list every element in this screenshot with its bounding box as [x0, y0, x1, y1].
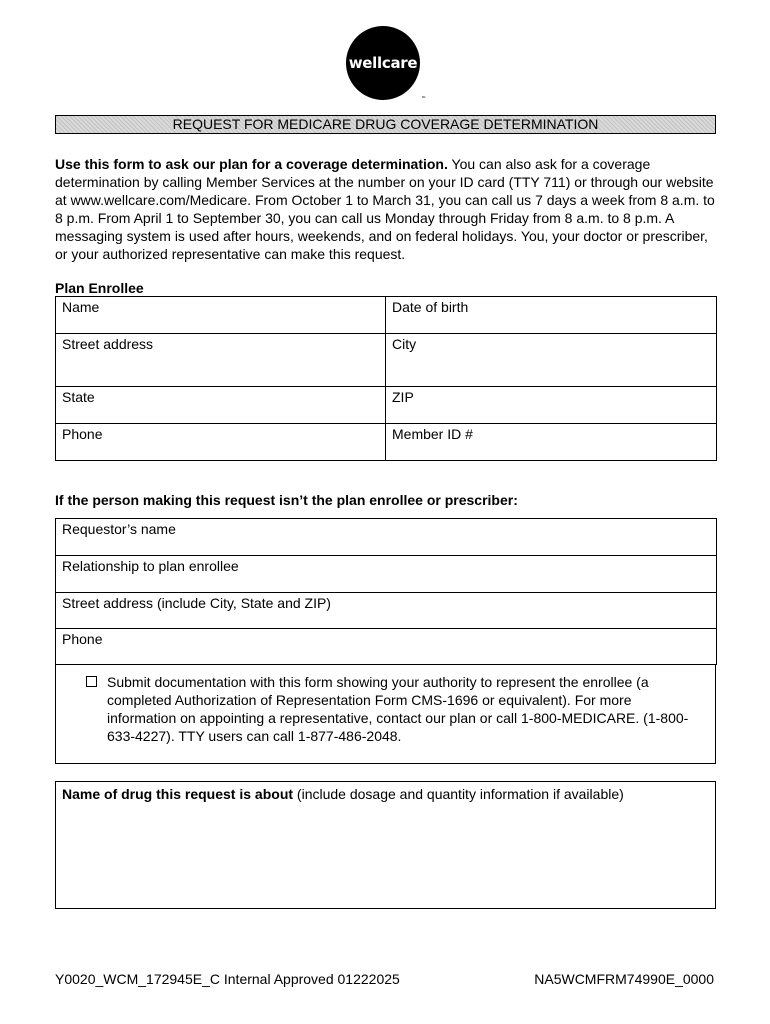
form-title: REQUEST FOR MEDICARE DRUG COVERAGE DETERMINATION: [55, 115, 716, 134]
requestor-street-label: Street address (include City, State and ZIP): [62, 595, 331, 611]
requestor-table: [55, 518, 717, 665]
requestor-heading: If the person making this request isn’t the plan enrollee or prescriber:: [55, 492, 518, 508]
requestor-name-label: Requestor’s name: [62, 521, 176, 537]
intro-text: You can also ask for a coverage determination by calling Member Services at the number on your ID card (TTY 711) or through our website at www.wellcare.com/Medicare. From October 1 to March 31, you can call us 7 days a week from 8 a.m. to 8 p.m. From April 1 to September 30, you can call us Monday through Friday from 8 a.m. to 8 p.m. A messaging system is used after hours, weekends, and on federal holidays. You, your doctor or prescriber, or your authorized representative can make this request.: [55, 156, 715, 262]
footer-right-code: NA5WCMFRM74990E_0000: [534, 971, 714, 987]
enrollee-member-id-field[interactable]: [386, 424, 717, 461]
enrollee-state-field[interactable]: [56, 387, 386, 424]
enrollee-street-label: Street address: [62, 336, 154, 352]
drug-name-field[interactable]: [55, 781, 716, 909]
requestor-phone-label: Phone: [62, 631, 103, 647]
authorization-text: Submit documentation with this form showing your authority to represent the enrollee (a completed Authorization of Representation Form CMS-1696 or equivalent). For more information on appointing a representative, contact our plan or call 1-800-MEDICARE. (1-800-633-4227). TTY users can call 1-877-486-2048.: [107, 674, 689, 744]
trademark-mark: ™: [421, 96, 426, 102]
enrollee-street-field[interactable]: [56, 334, 386, 387]
requestor-relationship-label: Relationship to plan enrollee: [62, 558, 239, 574]
intro-bold: Use this form to ask our plan for a coverage determination.: [55, 156, 448, 172]
enrollee-city-label: City: [392, 336, 417, 352]
authorization-box: [55, 664, 716, 764]
enrollee-zip-label: ZIP: [392, 389, 414, 405]
drug-label-bold: Name of drug this request is about: [62, 786, 294, 802]
plan-enrollee-table: [55, 296, 717, 461]
enrollee-dob-label: Date of birth: [392, 299, 469, 315]
enrollee-city-field[interactable]: [386, 334, 717, 387]
footer-left-code: Y0020_WCM_172945E_C Internal Approved 01222025: [55, 971, 400, 987]
enrollee-zip-field[interactable]: [386, 387, 717, 424]
intro-paragraph: [55, 155, 717, 263]
wellcare-logo: [346, 26, 426, 102]
drug-label-text: (include dosage and quantity information if available): [293, 786, 624, 802]
enrollee-member-id-label: Member ID #: [392, 426, 473, 442]
enrollee-name-label: Name: [62, 299, 100, 315]
plan-enrollee-heading: Plan Enrollee: [55, 280, 144, 296]
enrollee-dob-field[interactable]: [386, 297, 717, 334]
requestor-street-field[interactable]: [56, 593, 717, 629]
requestor-phone-field[interactable]: [56, 629, 717, 665]
enrollee-phone-field[interactable]: [56, 424, 386, 461]
requestor-name-field[interactable]: [56, 519, 717, 556]
authorization-checkbox[interactable]: [86, 676, 97, 687]
logo-text: wellcare: [348, 54, 418, 72]
enrollee-name-field[interactable]: [56, 297, 386, 334]
enrollee-phone-label: Phone: [62, 426, 103, 442]
enrollee-state-label: State: [62, 389, 95, 405]
requestor-relationship-field[interactable]: [56, 556, 717, 593]
